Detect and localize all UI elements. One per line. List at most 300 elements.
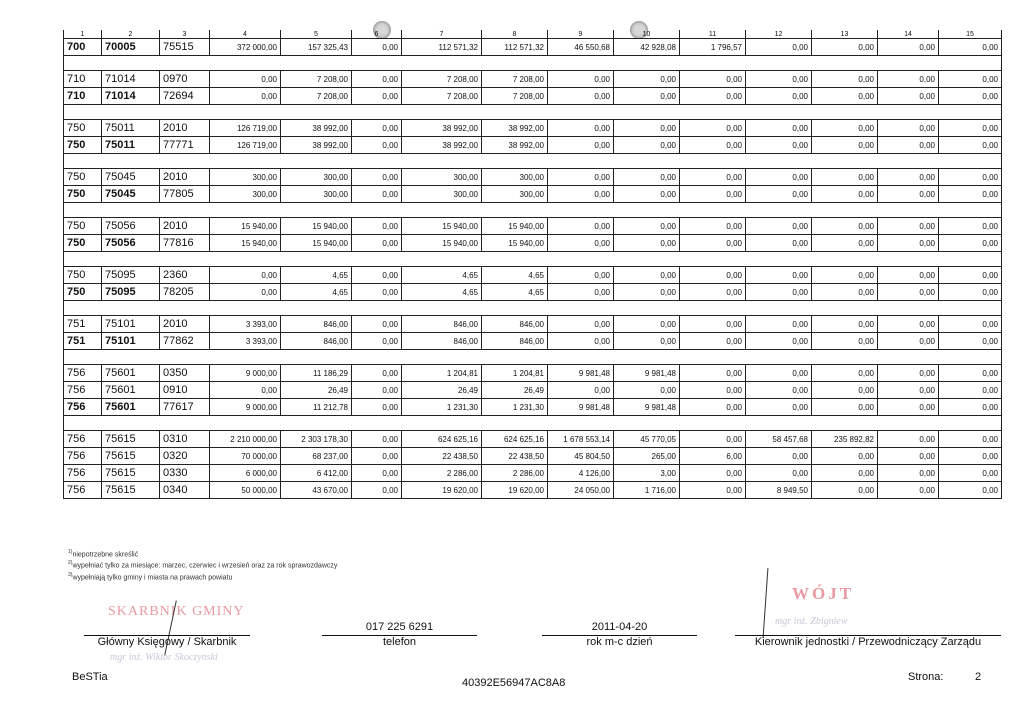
table-cell: 50 000,00 [210, 482, 281, 499]
table-cell: 300,00 [281, 186, 352, 203]
table-row [64, 71, 1002, 88]
treasurer-name: mgr inż. Wiktor Skoczynski [110, 652, 218, 663]
table-cell: 72694 [160, 88, 210, 105]
table-cell: 750 [64, 169, 102, 186]
table-cell: 846,00 [482, 316, 548, 333]
table-cell: 0,00 [746, 88, 812, 105]
table-cell: 75011 [102, 137, 160, 154]
table-row [64, 39, 1002, 56]
table-cell: 0,00 [746, 39, 812, 56]
footnote-1: niepotrzebne skreślić [72, 551, 139, 559]
table-cell: 0,00 [939, 71, 1002, 88]
table-cell: 0,00 [352, 267, 402, 284]
table-cell: 0,00 [939, 333, 1002, 350]
table-cell: 0,00 [746, 267, 812, 284]
table-cell: 0,00 [812, 399, 878, 416]
table-cell: 0,00 [812, 465, 878, 482]
column-number: 10 [614, 30, 680, 39]
table-cell: 71014 [102, 88, 160, 105]
table-cell: 0,00 [614, 88, 680, 105]
table-cell: 38 992,00 [482, 120, 548, 137]
table-cell: 0,00 [878, 39, 939, 56]
table-cell: 70005 [102, 39, 160, 56]
table-cell: 77771 [160, 137, 210, 154]
table-cell: 0,00 [746, 399, 812, 416]
table-cell: 0,00 [746, 333, 812, 350]
table-cell: 7 208,00 [402, 71, 482, 88]
table-cell: 2010 [160, 218, 210, 235]
table-cell: 24 050,00 [548, 482, 614, 499]
table-cell: 75095 [102, 284, 160, 301]
table-cell: 4,65 [402, 284, 482, 301]
table-cell: 0,00 [746, 71, 812, 88]
table-cell: 0,00 [352, 365, 402, 382]
date-value: 2011-04-20 [591, 621, 648, 633]
table-cell: 0,00 [812, 365, 878, 382]
table-cell: 0350 [160, 365, 210, 382]
column-number-row [64, 30, 1002, 39]
table-cell: 0,00 [548, 71, 614, 88]
data-grid [63, 30, 1002, 499]
table-cell: 11 186,29 [281, 365, 352, 382]
table-cell: 300,00 [210, 169, 281, 186]
table-row [64, 382, 1002, 399]
table-cell: 0,00 [746, 120, 812, 137]
table-cell: 624 625,16 [482, 431, 548, 448]
table-cell: 0,00 [352, 284, 402, 301]
table-cell: 750 [64, 267, 102, 284]
group-spacer [64, 203, 1002, 218]
table-cell: 0,00 [614, 235, 680, 252]
table-cell: 75615 [102, 448, 160, 465]
table-cell: 3,00 [614, 465, 680, 482]
table-cell: 750 [64, 218, 102, 235]
table-row [64, 431, 1002, 448]
table-cell: 0,00 [680, 267, 746, 284]
date-block [542, 621, 697, 648]
table-cell: 2010 [160, 120, 210, 137]
table-cell: 75515 [160, 39, 210, 56]
table-cell: 846,00 [482, 333, 548, 350]
table-cell: 265,00 [614, 448, 680, 465]
head-stamp: WÓJT [792, 584, 855, 603]
table-cell: 0970 [160, 71, 210, 88]
table-cell: 0,00 [680, 333, 746, 350]
table-cell: 1 204,81 [482, 365, 548, 382]
table-cell: 846,00 [281, 333, 352, 350]
table-cell: 750 [64, 120, 102, 137]
table-cell: 756 [64, 431, 102, 448]
table-cell: 300,00 [402, 186, 482, 203]
table-cell: 0,00 [352, 120, 402, 137]
head-signature [763, 568, 769, 638]
table-cell: 0910 [160, 382, 210, 399]
table-cell: 1 796,57 [680, 39, 746, 56]
table-cell: 0,00 [746, 465, 812, 482]
table-cell: 0,00 [812, 186, 878, 203]
table-cell: 0,00 [352, 399, 402, 416]
column-number: 13 [812, 30, 878, 39]
table-cell: 0,00 [812, 333, 878, 350]
table-cell: 0,00 [352, 316, 402, 333]
column-number: 9 [548, 30, 614, 39]
table-cell: 710 [64, 88, 102, 105]
table-cell: 6 000,00 [210, 465, 281, 482]
table-cell: 0,00 [878, 218, 939, 235]
table-cell: 0,00 [878, 365, 939, 382]
table-cell: 300,00 [281, 169, 352, 186]
table-cell: 9 000,00 [210, 399, 281, 416]
table-cell: 2 303 178,30 [281, 431, 352, 448]
table-row [64, 333, 1002, 350]
table-cell: 0,00 [352, 218, 402, 235]
table-cell: 0,00 [939, 218, 1002, 235]
table-cell: 75056 [102, 218, 160, 235]
table-cell: 0,00 [614, 267, 680, 284]
table-row [64, 186, 1002, 203]
table-cell: 0,00 [614, 333, 680, 350]
table-cell: 0340 [160, 482, 210, 499]
table-cell: 0,00 [210, 71, 281, 88]
table-cell: 2360 [160, 267, 210, 284]
table-cell: 0,00 [812, 169, 878, 186]
table-cell: 0,00 [812, 267, 878, 284]
table-cell: 624 625,16 [402, 431, 482, 448]
table-cell: 0,00 [680, 120, 746, 137]
table-cell: 0,00 [812, 71, 878, 88]
table-cell: 0,00 [878, 235, 939, 252]
column-number: 15 [939, 30, 1002, 39]
table-cell: 78205 [160, 284, 210, 301]
table-cell: 0,00 [548, 333, 614, 350]
table-row [64, 88, 1002, 105]
group-spacer [64, 301, 1002, 316]
table-cell: 0,00 [939, 169, 1002, 186]
table-cell: 0,00 [614, 218, 680, 235]
table-cell: 0,00 [548, 169, 614, 186]
table-cell: 2 210 000,00 [210, 431, 281, 448]
table-cell: 0,00 [548, 218, 614, 235]
table-cell: 22 438,50 [482, 448, 548, 465]
table-cell: 4 126,00 [548, 465, 614, 482]
table-cell: 4,65 [281, 284, 352, 301]
table-cell: 0,00 [878, 137, 939, 154]
table-cell: 75601 [102, 382, 160, 399]
table-cell: 1 678 553,14 [548, 431, 614, 448]
footnotes: $^{1)}$niepotrzebne skreślić $^{2)}$wypełniać tylko za miesiące: marzec, czerwiec i wrzesień oraz za rok sprawozdawczy $^{3)}$wypełniają tylko gminy i miasta na prawach powiatu [68, 549, 338, 581]
column-number: 3 [160, 30, 210, 39]
table-cell: 0,00 [878, 465, 939, 482]
table-cell: 157 325,43 [281, 39, 352, 56]
phone-block [322, 621, 477, 648]
table-cell: 0,00 [812, 120, 878, 137]
table-cell: 9 000,00 [210, 365, 281, 382]
budget-report-table [63, 30, 1001, 499]
table-cell: 19 620,00 [482, 482, 548, 499]
table-cell: 0,00 [746, 235, 812, 252]
group-spacer [64, 416, 1002, 431]
table-cell: 756 [64, 399, 102, 416]
table-cell: 0,00 [746, 186, 812, 203]
table-cell: 0,00 [939, 186, 1002, 203]
table-cell: 0,00 [878, 316, 939, 333]
table-cell: 0,00 [878, 482, 939, 499]
phone-label: telefon [382, 636, 417, 648]
table-cell: 0,00 [939, 120, 1002, 137]
table-cell: 0,00 [746, 284, 812, 301]
table-cell: 126 719,00 [210, 120, 281, 137]
table-cell: 300,00 [482, 186, 548, 203]
table-cell: 751 [64, 333, 102, 350]
table-cell: 0,00 [680, 235, 746, 252]
table-cell: 2 286,00 [402, 465, 482, 482]
table-cell: 0,00 [548, 137, 614, 154]
table-cell: 75101 [102, 333, 160, 350]
table-cell: 7 208,00 [482, 88, 548, 105]
table-cell: 0,00 [680, 169, 746, 186]
table-cell: 756 [64, 465, 102, 482]
table-cell: 71014 [102, 71, 160, 88]
page-label: Strona: [908, 671, 944, 683]
table-cell: 0,00 [352, 71, 402, 88]
group-spacer [64, 105, 1002, 120]
table-cell: 0,00 [352, 382, 402, 399]
table-cell: 9 981,48 [614, 365, 680, 382]
table-cell: 846,00 [281, 316, 352, 333]
table-cell: 756 [64, 482, 102, 499]
table-cell: 700 [64, 39, 102, 56]
table-cell: 0,00 [812, 284, 878, 301]
table-cell: 7 208,00 [482, 71, 548, 88]
table-cell: 0,00 [680, 465, 746, 482]
table-cell: 0,00 [210, 382, 281, 399]
table-cell: 6,00 [680, 448, 746, 465]
table-cell: 6 412,00 [281, 465, 352, 482]
table-cell: 75045 [102, 169, 160, 186]
table-cell: 0,00 [614, 169, 680, 186]
table-cell: 68 237,00 [281, 448, 352, 465]
table-cell: 0,00 [680, 316, 746, 333]
table-cell: 710 [64, 71, 102, 88]
table-cell: 235 892,82 [812, 431, 878, 448]
table-cell: 0330 [160, 465, 210, 482]
table-cell: 1 231,30 [402, 399, 482, 416]
table-cell: 0,00 [352, 137, 402, 154]
table-cell: 45 804,50 [548, 448, 614, 465]
table-cell: 0,00 [680, 284, 746, 301]
treasurer-label: Główny Księgowy / Skarbnik [97, 636, 237, 648]
table-cell: 0,00 [680, 218, 746, 235]
table-cell: 1 204,81 [402, 365, 482, 382]
table-cell: 0,00 [680, 137, 746, 154]
table-cell: 0,00 [939, 284, 1002, 301]
table-cell: 0,00 [746, 137, 812, 154]
document-code: 40392E56947AC8A8 [462, 677, 566, 689]
table-cell: 300,00 [402, 169, 482, 186]
table-cell: 0,00 [746, 316, 812, 333]
table-cell: 300,00 [210, 186, 281, 203]
table-cell: 15 940,00 [281, 235, 352, 252]
table-cell: 77617 [160, 399, 210, 416]
table-cell: 38 992,00 [281, 137, 352, 154]
table-cell: 0,00 [352, 235, 402, 252]
table-cell: 38 992,00 [482, 137, 548, 154]
table-cell: 0,00 [939, 267, 1002, 284]
table-cell: 0310 [160, 431, 210, 448]
table-cell: 15 940,00 [402, 235, 482, 252]
table-cell: 0,00 [548, 186, 614, 203]
table-cell: 0,00 [614, 382, 680, 399]
table-cell: 0,00 [812, 316, 878, 333]
table-cell: 1 231,30 [482, 399, 548, 416]
table-cell: 0,00 [939, 88, 1002, 105]
app-name: BeSTia [72, 671, 108, 683]
table-cell: 112 571,32 [402, 39, 482, 56]
table-cell: 15 940,00 [210, 235, 281, 252]
table-cell: 15 940,00 [482, 218, 548, 235]
table-row [64, 120, 1002, 137]
table-row [64, 316, 1002, 333]
table-cell: 0,00 [210, 88, 281, 105]
table-cell: 0,00 [352, 465, 402, 482]
table-cell: 19 620,00 [402, 482, 482, 499]
group-spacer [64, 350, 1002, 365]
table-cell: 0,00 [352, 186, 402, 203]
group-spacer [64, 154, 1002, 169]
table-cell: 0,00 [548, 267, 614, 284]
table-cell: 0,00 [878, 382, 939, 399]
column-number: 5 [281, 30, 352, 39]
table-cell: 0,00 [812, 88, 878, 105]
table-cell: 45 770,05 [614, 431, 680, 448]
table-cell: 0,00 [878, 120, 939, 137]
table-cell: 372 000,00 [210, 39, 281, 56]
group-spacer [64, 252, 1002, 267]
table-cell: 9 981,48 [614, 399, 680, 416]
date-label: rok m-c dzień [586, 636, 653, 648]
table-cell: 0,00 [210, 284, 281, 301]
table-cell: 2010 [160, 316, 210, 333]
table-row [64, 482, 1002, 499]
table-cell: 15 940,00 [281, 218, 352, 235]
table-cell: 0,00 [746, 448, 812, 465]
column-number: 11 [680, 30, 746, 39]
table-cell: 4,65 [482, 267, 548, 284]
table-cell: 38 992,00 [402, 120, 482, 137]
table-cell: 75095 [102, 267, 160, 284]
table-cell: 2 286,00 [482, 465, 548, 482]
table-row [64, 448, 1002, 465]
table-cell: 75615 [102, 465, 160, 482]
column-number: 6 [352, 30, 402, 39]
footnote-2: wypełniać tylko za miesiące: marzec, czerwiec i wrzesień oraz za rok sprawozdawczy [72, 562, 338, 570]
table-cell: 756 [64, 382, 102, 399]
table-cell: 0,00 [878, 71, 939, 88]
head-name: mgr inż. Zbigniew [775, 616, 848, 627]
table-cell: 0320 [160, 448, 210, 465]
table-cell: 0,00 [614, 186, 680, 203]
table-cell: 77805 [160, 186, 210, 203]
treasurer-block [84, 635, 250, 648]
table-cell: 0,00 [548, 88, 614, 105]
table-cell: 7 208,00 [281, 71, 352, 88]
column-number: 7 [402, 30, 482, 39]
table-cell: 0,00 [939, 365, 1002, 382]
head-label: Kierownik jednostki / Przewodniczący Zarządu [754, 636, 982, 648]
table-cell: 0,00 [812, 382, 878, 399]
table-cell: 750 [64, 284, 102, 301]
table-cell: 75011 [102, 120, 160, 137]
table-cell: 7 208,00 [281, 88, 352, 105]
column-number: 1 [64, 30, 102, 39]
column-number: 4 [210, 30, 281, 39]
table-cell: 750 [64, 186, 102, 203]
table-cell: 0,00 [878, 186, 939, 203]
table-cell: 15 940,00 [210, 218, 281, 235]
table-cell: 46 550,68 [548, 39, 614, 56]
table-cell: 0,00 [352, 39, 402, 56]
table-cell: 42 928,08 [614, 39, 680, 56]
table-cell: 8 949,50 [746, 482, 812, 499]
table-cell: 846,00 [402, 333, 482, 350]
table-cell: 0,00 [812, 235, 878, 252]
page-number: 2 [975, 671, 982, 683]
column-number: 2 [102, 30, 160, 39]
table-cell: 0,00 [680, 365, 746, 382]
table-cell: 0,00 [812, 448, 878, 465]
table-cell: 0,00 [939, 39, 1002, 56]
table-cell: 0,00 [812, 137, 878, 154]
table-cell: 0,00 [939, 399, 1002, 416]
table-cell: 4,65 [402, 267, 482, 284]
table-cell: 1 716,00 [614, 482, 680, 499]
table-cell: 77862 [160, 333, 210, 350]
table-cell: 9 981,48 [548, 365, 614, 382]
table-cell: 0,00 [878, 399, 939, 416]
table-cell: 0,00 [939, 448, 1002, 465]
table-cell: 756 [64, 365, 102, 382]
table-cell: 751 [64, 316, 102, 333]
table-cell: 0,00 [548, 316, 614, 333]
table-cell: 0,00 [614, 71, 680, 88]
table-cell: 43 670,00 [281, 482, 352, 499]
table-cell: 22 438,50 [402, 448, 482, 465]
table-row [64, 267, 1002, 284]
column-number: 14 [878, 30, 939, 39]
table-cell: 0,00 [812, 218, 878, 235]
footnote-3: wypełniają tylko gminy i miasta na prawach powiatu [72, 573, 233, 581]
table-cell: 75056 [102, 235, 160, 252]
table-cell: 0,00 [939, 316, 1002, 333]
table-cell: 0,00 [878, 448, 939, 465]
table-row [64, 137, 1002, 154]
column-number: 12 [746, 30, 812, 39]
table-cell: 2010 [160, 169, 210, 186]
table-row [64, 218, 1002, 235]
table-cell: 3 393,00 [210, 333, 281, 350]
table-cell: 0,00 [939, 137, 1002, 154]
table-cell: 75601 [102, 365, 160, 382]
table-cell: 0,00 [680, 71, 746, 88]
table-cell: 0,00 [878, 431, 939, 448]
table-cell: 756 [64, 448, 102, 465]
table-cell: 0,00 [548, 382, 614, 399]
table-row [64, 365, 1002, 382]
table-cell: 15 940,00 [402, 218, 482, 235]
table-cell: 9 981,48 [548, 399, 614, 416]
table-cell: 0,00 [680, 482, 746, 499]
table-row [64, 235, 1002, 252]
